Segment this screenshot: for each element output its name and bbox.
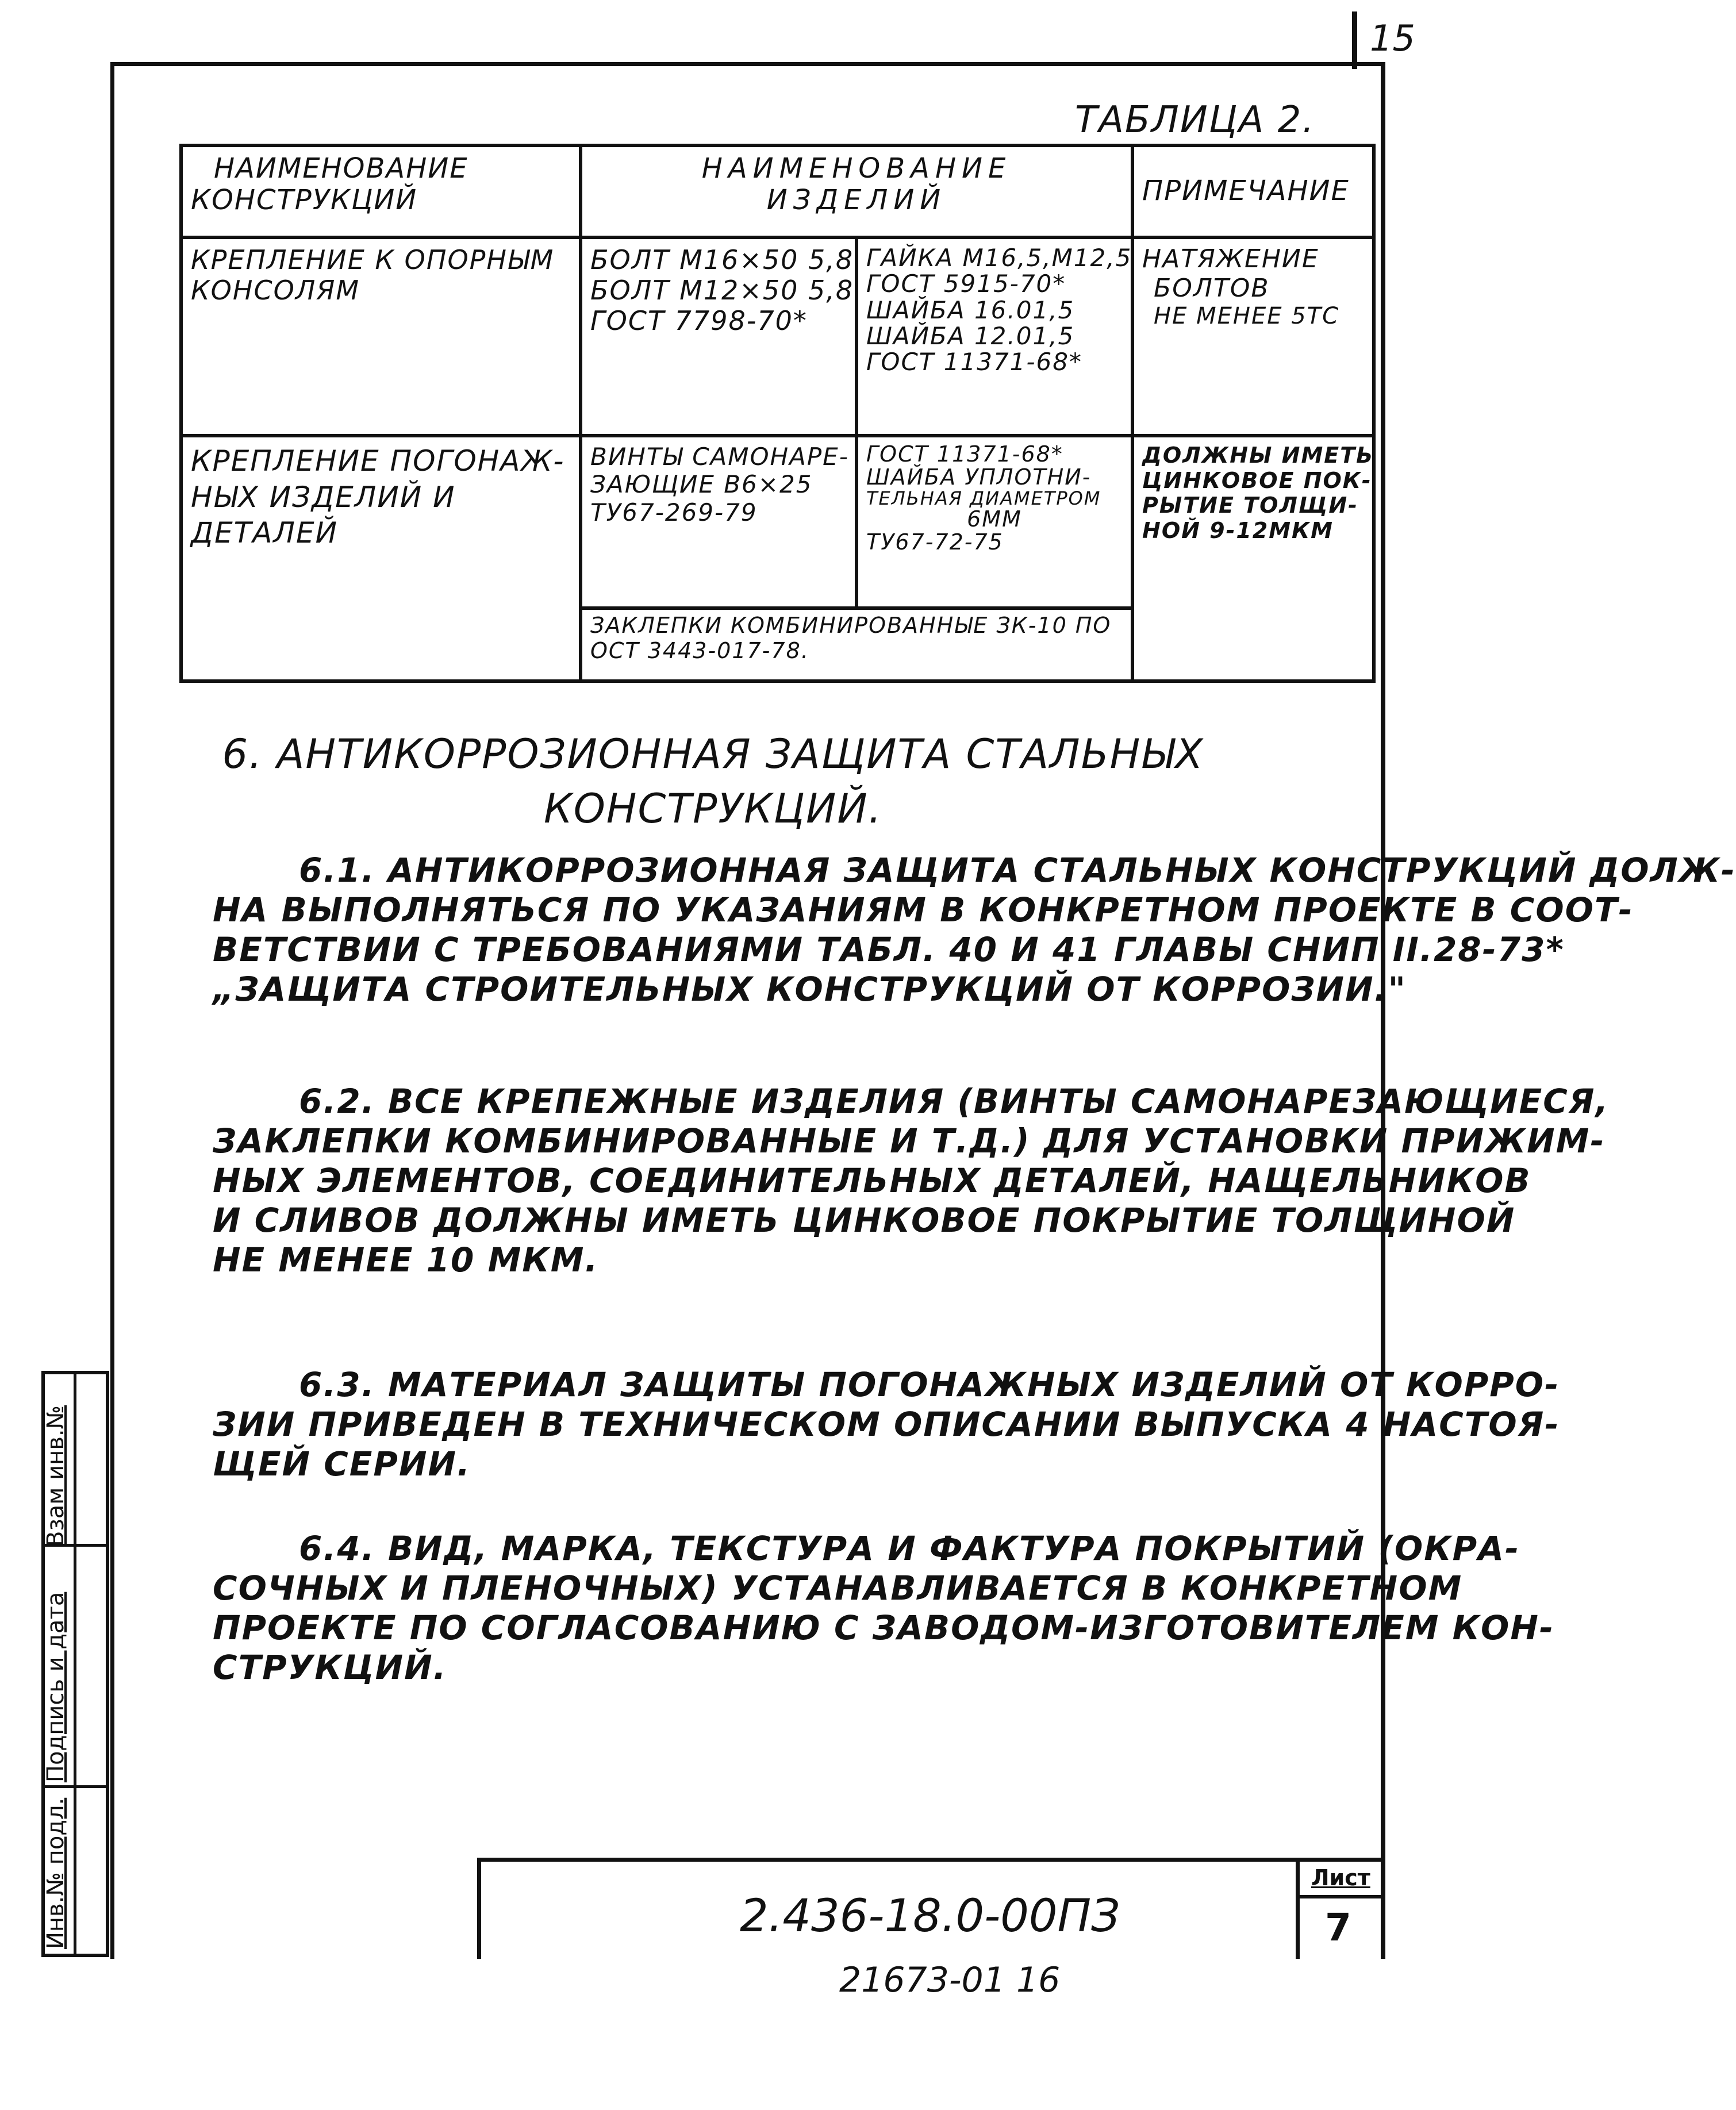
side-cell-signature-date: Подпись и дата: [45, 1547, 106, 1788]
table-header-row: [181, 145, 1374, 237]
page-number: 15: [1370, 17, 1415, 59]
spec-table: [179, 144, 1376, 683]
side-cell-replacement-inv: Взам инв.№: [45, 1374, 106, 1547]
row2-note: ДОЛЖНЫ ИМЕТЬ ЦИНКОВОЕ ПОК- РЫТИЕ ТОЛЩИ- НОЙ 9-12МКМ: [1132, 436, 1374, 681]
footer-number: 21673-01 16: [839, 1960, 1061, 2000]
side-cell-original-inv: Инв.№ подл.: [43, 1797, 69, 1949]
document-code: 2.436-18.0-00ПЗ: [740, 1890, 1120, 1942]
header-note: ПРИМЕЧАНИЕ: [1132, 145, 1374, 237]
row1-construction: КРЕПЛЕНИЕ К ОПОРНЫМ КОНСОЛЯМ: [181, 237, 581, 436]
paragraph-6-4: 6.4. ВИД, МАРКА, ТЕКСТУРА И ФАКТУРА ПОКРЫТИЙ (ОКРА- СОЧНЫХ И ПЛЕНОЧНЫХ) УСТАНАВЛИВАЕТСЯ В КОНКРЕТНОМ ПРОЕКТЕ ПО СОГЛАСОВАНИЮ С ЗАВОДОМ-ИЗГОТОВИТЕЛЕМ КОН- СТРУКЦИЙ.: [213, 1529, 1554, 1688]
paragraph-6-2: 6.2. ВСЕ КРЕПЕЖНЫЕ ИЗДЕЛИЯ (ВИНТЫ САМОНАРЕЗАЮЩИЕСЯ, ЗАКЛЕПКИ КОМБИНИРОВАННЫЕ И Т.Д.) ДЛЯ УСТАНОВКИ ПРИЖИМ- НЫХ ЭЛЕМЕНТОВ, СОЕДИНИТЕЛЬНЫХ ДЕТАЛЕЙ, НАЩЕЛЬНИКОВ И СЛИВОВ ДОЛЖНЫ ИМЕТЬ ЦИНКОВОЕ ПОКРЫТИЕ ТОЛЩИНОЙ НЕ МЕНЕЕ 10 МКМ.: [213, 1082, 1610, 1280]
header-construction: НАИМЕНОВАНИЕ КОНСТРУКЦИЙ: [181, 145, 581, 237]
row2-products-washers: ГОСТ 11371-68* ШАЙБА УПЛОТНИ- ТЕЛЬНАЯ ДИАМЕТРОМ 6ММ ТУ67-72-75: [857, 436, 1132, 608]
paragraph-6-1: 6.1. АНТИКОРРОЗИОННАЯ ЗАЩИТА СТАЛЬНЫХ КОНСТРУКЦИЙ ДОЛЖ- НА ВЫПОЛНЯТЬСЯ ПО УКАЗАНИЯМ В КОНКРЕТНОМ ПРОЕКТЕ В СООТ- ВЕТСТВИИ С ТРЕБОВАНИЯМИ ТАБЛ. 40 И 41 ГЛАВЫ СНИП II.28-73* „ЗАЩИТА СТРОИТЕЛЬНЫХ КОНСТРУКЦИЙ ОТ КОРРОЗИИ.": [213, 851, 1736, 1009]
table-title: ТАБЛИЦА 2.: [1075, 99, 1315, 141]
row2-products-screws: ВИНТЫ САМОНАРЕ- ЗАЮЩИЕ В6×25 ТУ67-269-79: [581, 436, 857, 608]
row1-products-nuts: ГАЙКА М16,5,М12,5 ГОСТ 5915-70* ШАЙБА 16.01,5 ШАЙБА 12.01,5 ГОСТ 11371-68*: [857, 237, 1132, 436]
section-heading: 6. АНТИКОРРОЗИОННАЯ ЗАЩИТА СТАЛЬНЫХ КОНСТРУКЦИЙ.: [222, 731, 1204, 832]
row2-construction: КРЕПЛЕНИЕ ПОГОНАЖ- НЫХ ИЗДЕЛИЙ И ДЕТАЛЕЙ: [181, 436, 581, 681]
row2-products-rivets: ЗАКЛЕПКИ КОМБИНИРОВАННЫЕ ЗК-10 ПО ОСТ 3443-017-78.: [581, 608, 1132, 681]
side-stamp: [41, 1371, 109, 1957]
table-row: [181, 436, 1374, 608]
sheet-label: Лист: [1311, 1865, 1370, 1890]
sheet-box: [1296, 1862, 1385, 1959]
row1-products-bolts: БОЛТ М16×50 5,8 БОЛТ М12×50 5,8 ГОСТ 7798-70*: [581, 237, 857, 436]
header-products: НАИМЕНОВАНИЕ ИЗДЕЛИЙ: [581, 145, 1132, 237]
row1-note: НАТЯЖЕНИЕ БОЛТОВ НЕ МЕНЕЕ 5ТС: [1132, 237, 1374, 436]
frame-tick-mark: [1352, 11, 1357, 69]
paragraph-6-3: 6.3. МАТЕРИАЛ ЗАЩИТЫ ПОГОНАЖНЫХ ИЗДЕЛИЙ ОТ КОРРО- ЗИИ ПРИВЕДЕН В ТЕХНИЧЕСКОМ ОПИСАНИИ ВЫПУСКА 4 НАСТОЯ- ЩЕЙ СЕРИИ.: [213, 1365, 1560, 1484]
title-block: [477, 1858, 1385, 1959]
table-row: [181, 237, 1374, 436]
sheet-number: 7: [1325, 1905, 1351, 1950]
sheet-divider: [1300, 1895, 1385, 1898]
